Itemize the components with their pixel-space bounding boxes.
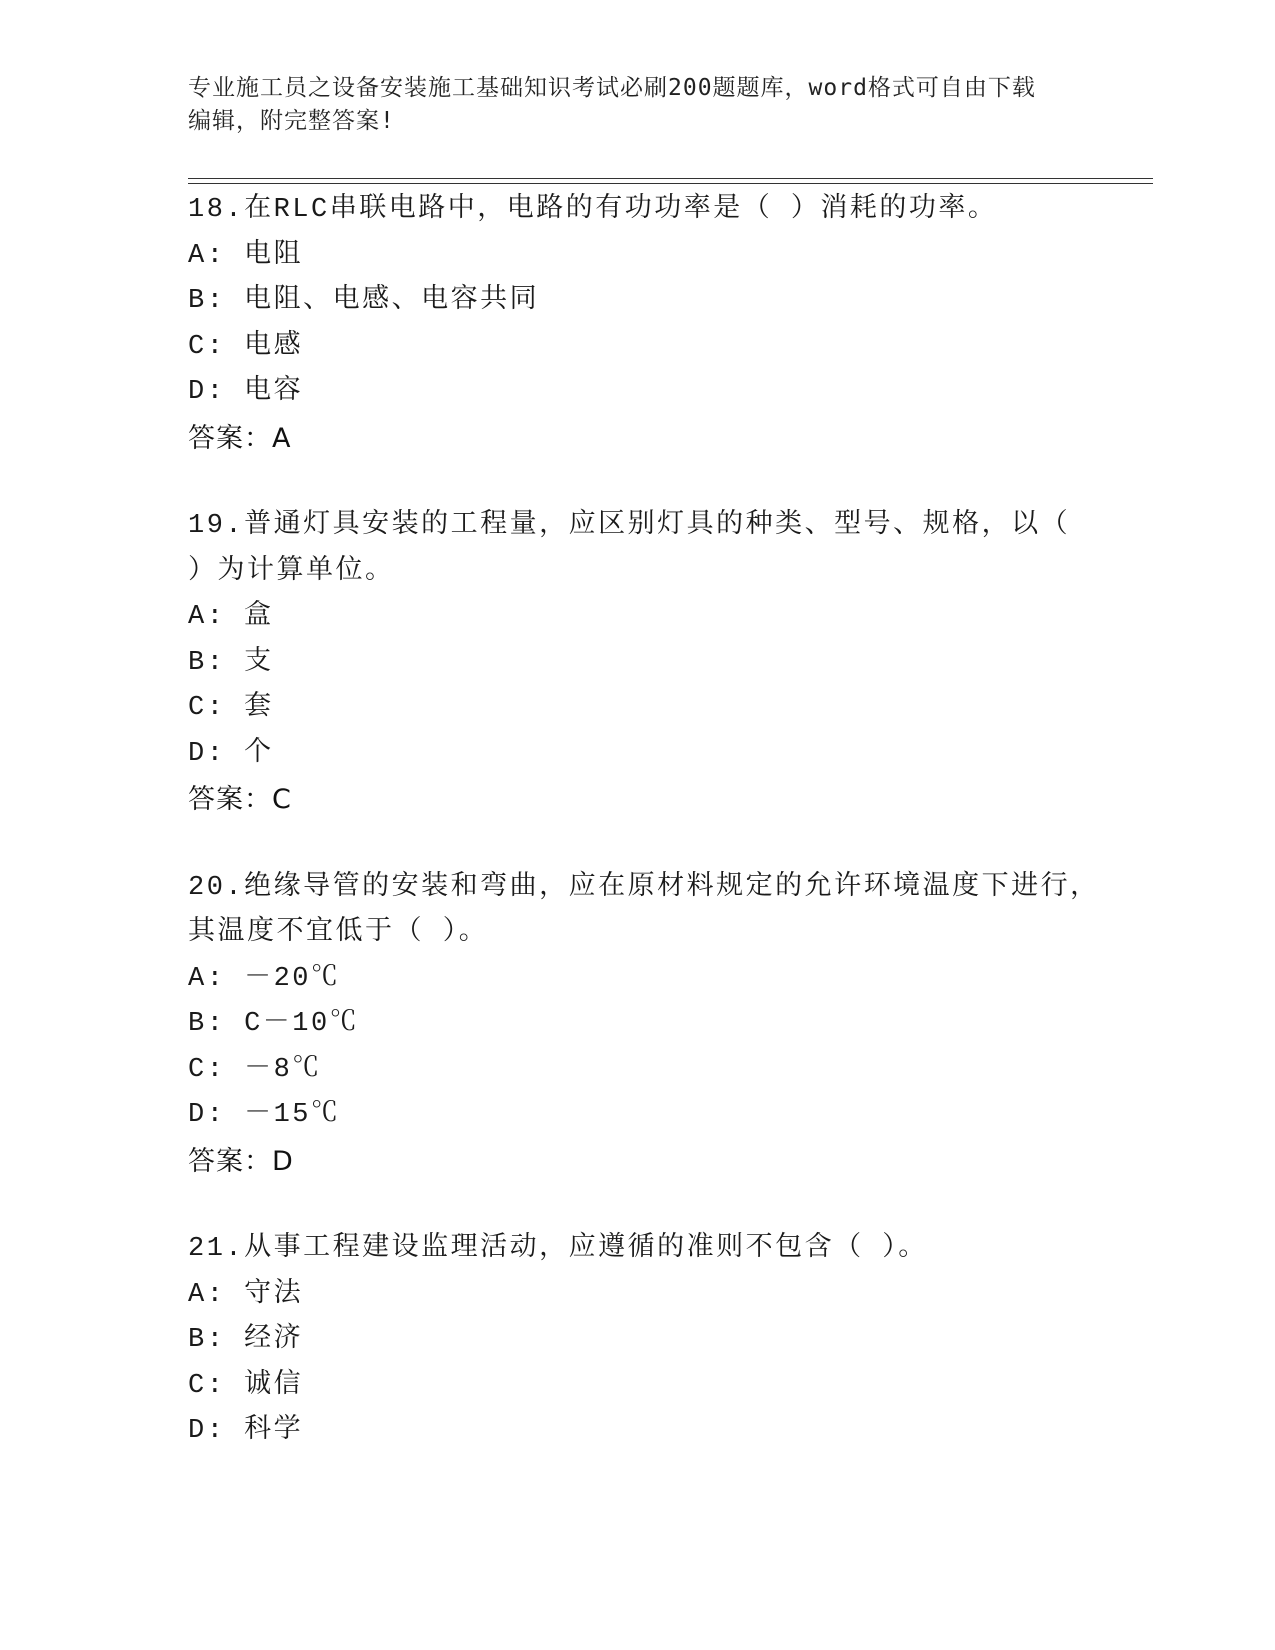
- document-header: [188, 72, 1088, 138]
- option-c: C: 诚信: [188, 1370, 304, 1401]
- question-stem: 21.从事工程建设监理活动，应遵循的准则不包含（ ）。: [188, 1234, 928, 1264]
- option-d: D: 科学: [188, 1416, 304, 1446]
- header-divider-bottom: [188, 183, 1153, 184]
- question-19: [188, 504, 1128, 823]
- option-a: A: －20℃: [188, 963, 341, 994]
- answer-label: 答案：D: [188, 1145, 294, 1177]
- option-b: B: 支: [188, 647, 274, 678]
- question-stem-continued: ）为计算单位。: [188, 556, 395, 587]
- option-c: C: 电感: [188, 331, 304, 362]
- question-stem: 20.绝缘导管的安装和弯曲，应在原材料规定的允许环境温度下进行，: [188, 872, 1100, 903]
- header-line-2: 编辑，附完整答案!: [188, 108, 395, 134]
- question-20: [188, 866, 1128, 1185]
- option-c: C: －8℃: [188, 1054, 322, 1085]
- option-a: A: 盒: [188, 602, 274, 632]
- option-d: D: 电容: [188, 377, 304, 407]
- question-18: [188, 188, 1128, 461]
- answer-label: 答案：A: [188, 422, 292, 454]
- option-b: B: C－10℃: [188, 1009, 360, 1039]
- question-stem-continued: 其温度不宜低于（ ）。: [188, 918, 489, 948]
- option-b: B: 经济: [188, 1325, 304, 1355]
- option-a: A: 电阻: [188, 240, 304, 271]
- option-a: A: 守法: [188, 1279, 304, 1310]
- header-divider-top: [188, 178, 1153, 179]
- option-d: D: 个: [188, 738, 274, 769]
- answer-label: 答案：C: [188, 784, 292, 815]
- header-line-1: 专业施工员之设备安装施工基础知识考试必刷200题题库，word格式可自由下载: [188, 75, 1036, 101]
- option-b: B: 电阻、电感、电容共同: [188, 286, 540, 316]
- option-c: C: 套: [188, 693, 274, 723]
- question-list: [188, 188, 1128, 1498]
- question-stem: 18.在RLC串联电路中，电路的有功功率是（ ）消耗的功率。: [188, 195, 998, 225]
- option-d: D: －15℃: [188, 1100, 341, 1130]
- question-21: [188, 1227, 1128, 1455]
- question-stem: 19.普通灯具安装的工程量，应区别灯具的种类、型号、规格，以（: [188, 511, 1071, 541]
